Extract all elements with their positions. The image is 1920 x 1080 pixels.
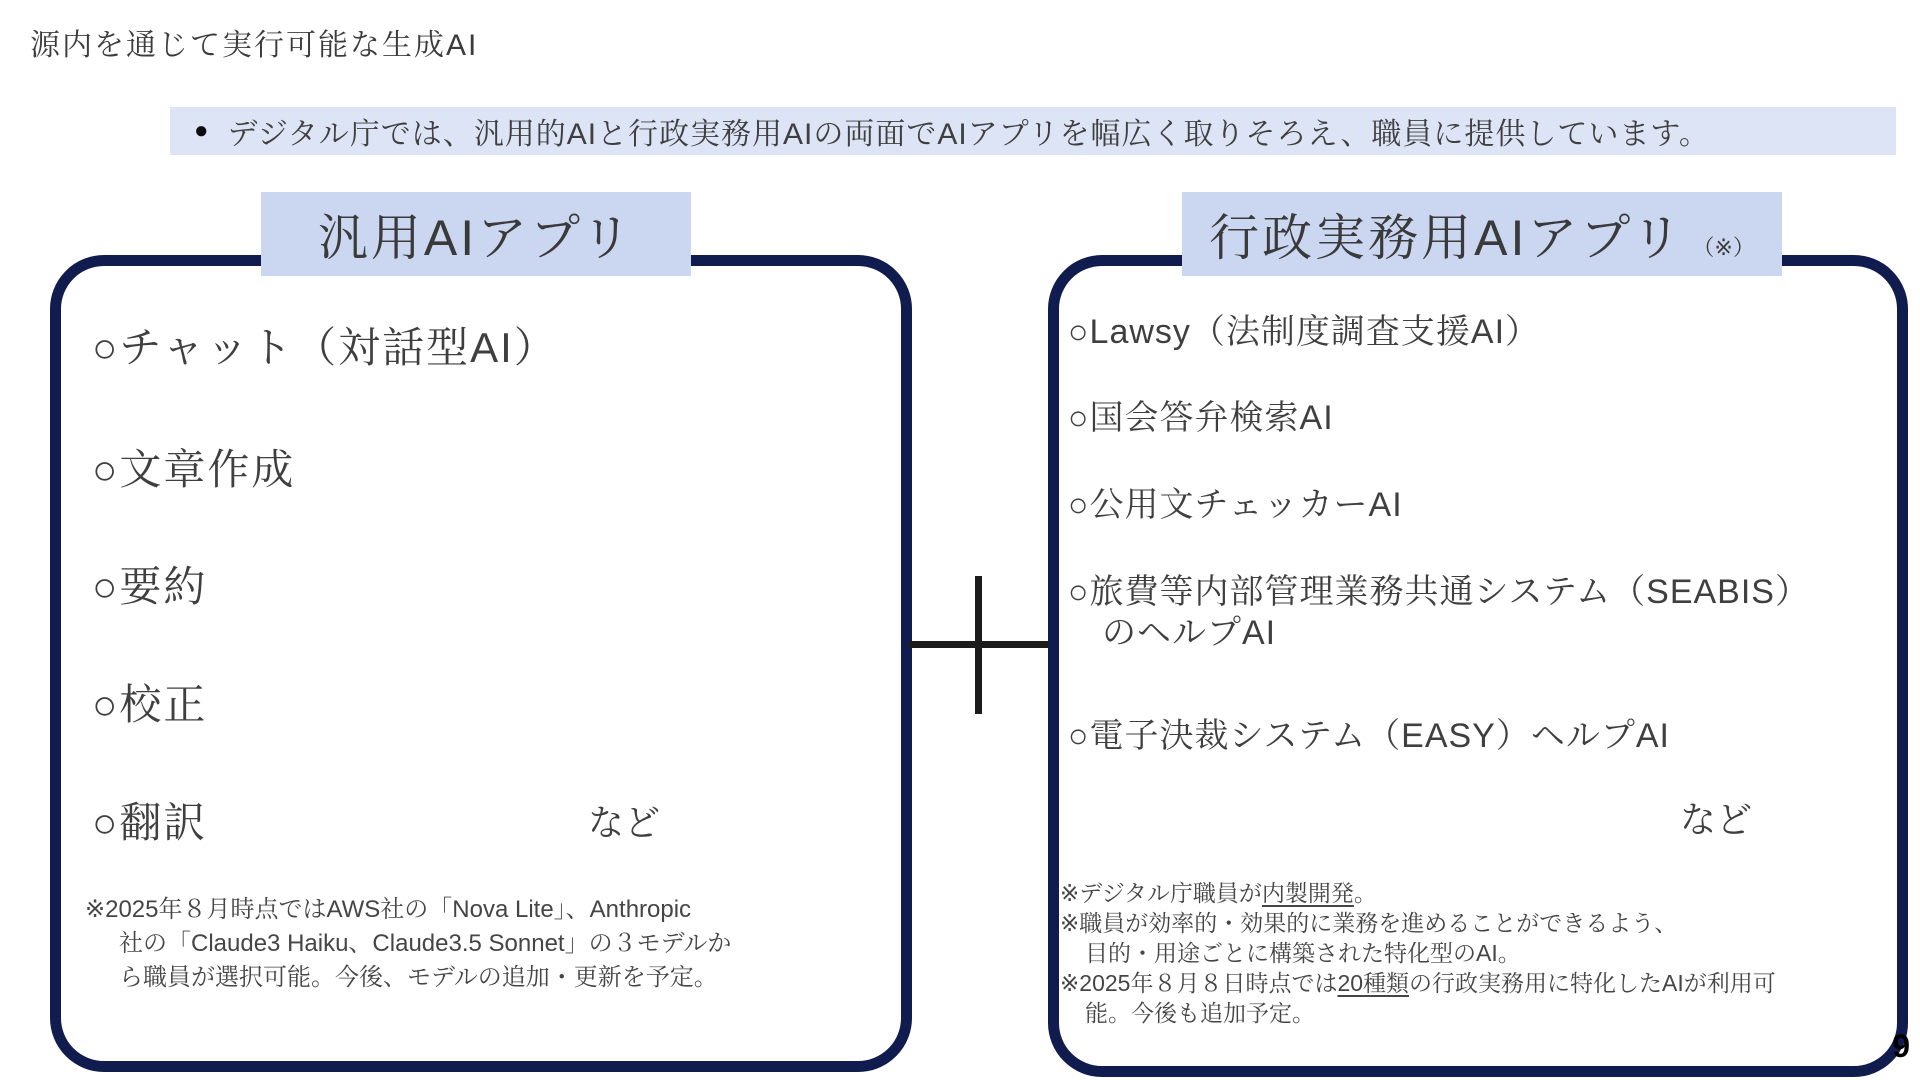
note-underlined-text: 内製開発 [1261, 880, 1354, 906]
admin-ai-note [1060, 878, 1776, 1028]
ai-app-item-document-checker: ○公用文チェッカーAI [1068, 486, 1403, 524]
generic-ai-box-title: 汎用AIアプリ [317, 210, 635, 266]
note-line [1060, 908, 1776, 938]
note-line [1060, 968, 1776, 998]
generic-ai-note [85, 893, 731, 995]
generic-ai-box-header [261, 192, 691, 276]
note-text: 目的・用途ごとに構築された特化型のAI。 [1085, 940, 1521, 966]
ai-app-item-chat: ○チャット（対話型AI） [92, 324, 558, 371]
admin-ai-box-title: 行政実務用AIアプリ [1209, 210, 1685, 266]
note-line: 社の「Claude3 Haiku、Claude3.5 Sonnet」の３モデルか [119, 930, 732, 957]
admin-ai-box-header [1182, 192, 1782, 276]
ai-app-item-writing: ○文章作成 [92, 446, 296, 493]
ai-app-item-diet-search: ○国会答弁検索AI [1068, 399, 1334, 437]
bullet-icon: ● [194, 117, 210, 144]
note-text: 能。今後も追加予定。 [1085, 1000, 1315, 1026]
note-text: の行政実務用に特化したAIが利用可 [1409, 970, 1776, 996]
lead-highlight [170, 107, 1896, 155]
note-line [1060, 998, 1776, 1028]
note-underlined-text: 20種類 [1337, 970, 1410, 996]
ai-app-item-easy: ○電子決裁システム（EASY）ヘルプAI [1068, 717, 1670, 755]
note-line: ら職員が選択可能。今後、モデルの追加・更新を予定。 [119, 964, 718, 991]
ai-app-item-translate: ○翻訳 [92, 799, 208, 846]
note-line: ※2025年８月時点ではAWS社の「Nova Lite」、Anthropic [85, 896, 692, 923]
note-text: ※職員が効率的・効果的に業務を進めることができるよう、 [1060, 910, 1678, 936]
header-note-ref: （※） [1692, 235, 1755, 260]
ai-app-item-seabis-cont: のヘルプAI [1102, 614, 1277, 652]
note-text: ※2025年８月８日時点では [1060, 970, 1338, 996]
lead-text: デジタル庁では、汎用的AIと行政実務用AIの両面でAIアプリを幅広く取りそろえ、職員に提供しています。 [227, 118, 1710, 151]
ai-app-item-lawsy: ○Lawsy（法制度調査支援AI） [1068, 313, 1541, 351]
page-number: 9 [1892, 1028, 1910, 1064]
plus-horizontal-bar [909, 641, 1048, 648]
page-title: 源内を通じて実行可能な生成AI [30, 29, 479, 62]
ai-app-item-seabis: ○旅費等内部管理業務共通システム（SEABIS） [1068, 573, 1810, 611]
etc-label-right: など [1680, 799, 1753, 840]
note-text: 。 [1353, 880, 1377, 906]
note-text: ※デジタル庁職員が [1060, 880, 1262, 906]
ai-app-item-summary: ○要約 [92, 563, 208, 610]
ai-app-item-proofread: ○校正 [92, 681, 208, 728]
etc-label-left: など [588, 802, 661, 843]
note-line [1060, 878, 1776, 908]
note-line [1060, 938, 1776, 968]
